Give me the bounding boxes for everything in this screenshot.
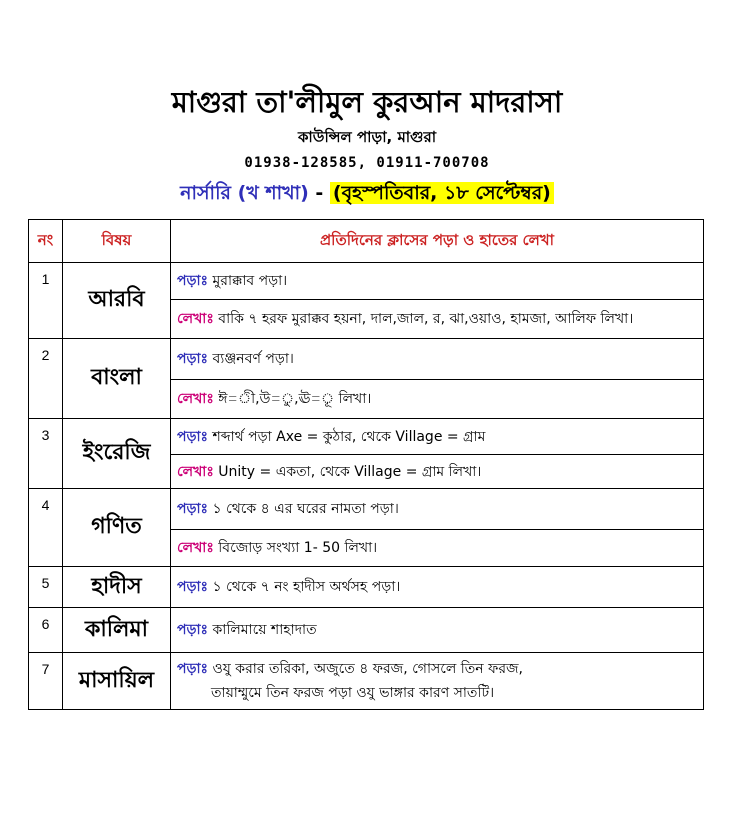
read-label: পড়াঃ (177, 501, 209, 517)
write-label: লেখাঃ (177, 311, 214, 327)
read-label: পড়াঃ (177, 351, 209, 367)
read-text: কালিমায়ে শাহাদাত (212, 622, 317, 638)
table-row (29, 339, 704, 380)
row-number: 7 (29, 653, 63, 710)
row-number: 2 (29, 339, 63, 419)
read-cell (171, 419, 704, 455)
write-label: লেখাঃ (177, 391, 214, 407)
write-label: লেখাঃ (177, 540, 214, 556)
table-row (29, 489, 704, 530)
subject-cell: গণিত (63, 489, 171, 567)
lesson-table (28, 219, 704, 710)
write-cell (171, 530, 704, 567)
header-daily-lesson: প্রতিদিনের ক্লাসের পড়া ও হাতের লেখা (171, 220, 704, 263)
row-number: 5 (29, 567, 63, 608)
row-number: 6 (29, 608, 63, 653)
table-row (29, 653, 704, 710)
write-cell (171, 380, 704, 419)
read-label: পড়াঃ (177, 273, 209, 289)
read-label: পড়াঃ (177, 661, 209, 677)
row-number: 4 (29, 489, 63, 567)
day-highlight: (বৃহস্পতিবার, ১৮ সেপ্টেম্বর) (330, 182, 554, 204)
subject-cell: আরবি (63, 263, 171, 339)
read-label: পড়াঃ (177, 579, 209, 595)
read-text: শব্দার্থ পড়া Axe = কুঠার, থেকে Village = গ্রাম (212, 428, 486, 445)
read-text: ১ থেকে ৪ এর ঘরের নামতা পড়া। (212, 501, 399, 517)
read-text-line2: তায়াম্মুমে তিন ফরজ পড়া ওযু ভাঙ্গার কারণ সাতটি। (211, 685, 495, 701)
subject-cell: হাদীস (63, 567, 171, 608)
table-row (29, 567, 704, 608)
subject-cell: বাংলা (63, 339, 171, 419)
table-row (29, 419, 704, 455)
write-text: ঈ=ী,উ=ু,ঊ=ূ লিখা। (218, 391, 372, 407)
read-text: ১ থেকে ৭ নং হাদীস অর্থসহ পড়া। (212, 579, 401, 595)
class-name: নার্সারি (খ শাখা) (180, 182, 309, 204)
write-text: Unity = একতা, থেকে Village = গ্রাম লিখা। (218, 463, 482, 480)
subject-cell: মাসায়িল (63, 653, 171, 710)
read-cell (171, 608, 704, 653)
separator: - (315, 182, 324, 204)
header-number: নং (29, 220, 63, 263)
row-number: 1 (29, 263, 63, 339)
class-line (0, 178, 734, 208)
read-cell (171, 263, 704, 300)
read-cell (171, 339, 704, 380)
phone-numbers: 01938-128585, 01911-700708 (244, 155, 490, 171)
table-row (29, 263, 704, 300)
subject-cell: ইংরেজি (63, 419, 171, 489)
write-label: লেখাঃ (177, 463, 214, 480)
read-cell (171, 567, 704, 608)
address: কাউন্সিল পাড়া, মাগুরা (297, 128, 437, 146)
write-text: বাকি ৭ হরফ মুরাক্কব হয়না, দাল,জাল, র, ঝা,ওয়াও, হামজা, আলিফ লিখা। (218, 311, 634, 327)
madrasa-title: মাগুরা তা'লীমুল কুরআন মাদরাসা (171, 85, 563, 119)
read-text: ব্যঞ্জনবর্ণ পড়া। (212, 351, 294, 367)
read-text: মুরাক্কাব পড়া। (212, 273, 288, 289)
read-text: ওযু করার তরিকা, অজুতে ৪ ফরজ, গোসলে তিন ফরজ, (212, 661, 523, 677)
read-label: পড়াঃ (177, 622, 209, 638)
read-cell (171, 489, 704, 530)
table-row (29, 608, 704, 653)
write-cell (171, 300, 704, 339)
read-label: পড়াঃ (177, 428, 209, 445)
write-cell (171, 455, 704, 489)
row-number: 3 (29, 419, 63, 489)
write-text: বিজোড় সংখ্যা 1- 50 লিখা। (218, 540, 378, 556)
subject-cell: কালিমা (63, 608, 171, 653)
table-header-row (29, 220, 704, 263)
read-cell (171, 653, 704, 710)
header-subject: বিষয় (63, 220, 171, 263)
